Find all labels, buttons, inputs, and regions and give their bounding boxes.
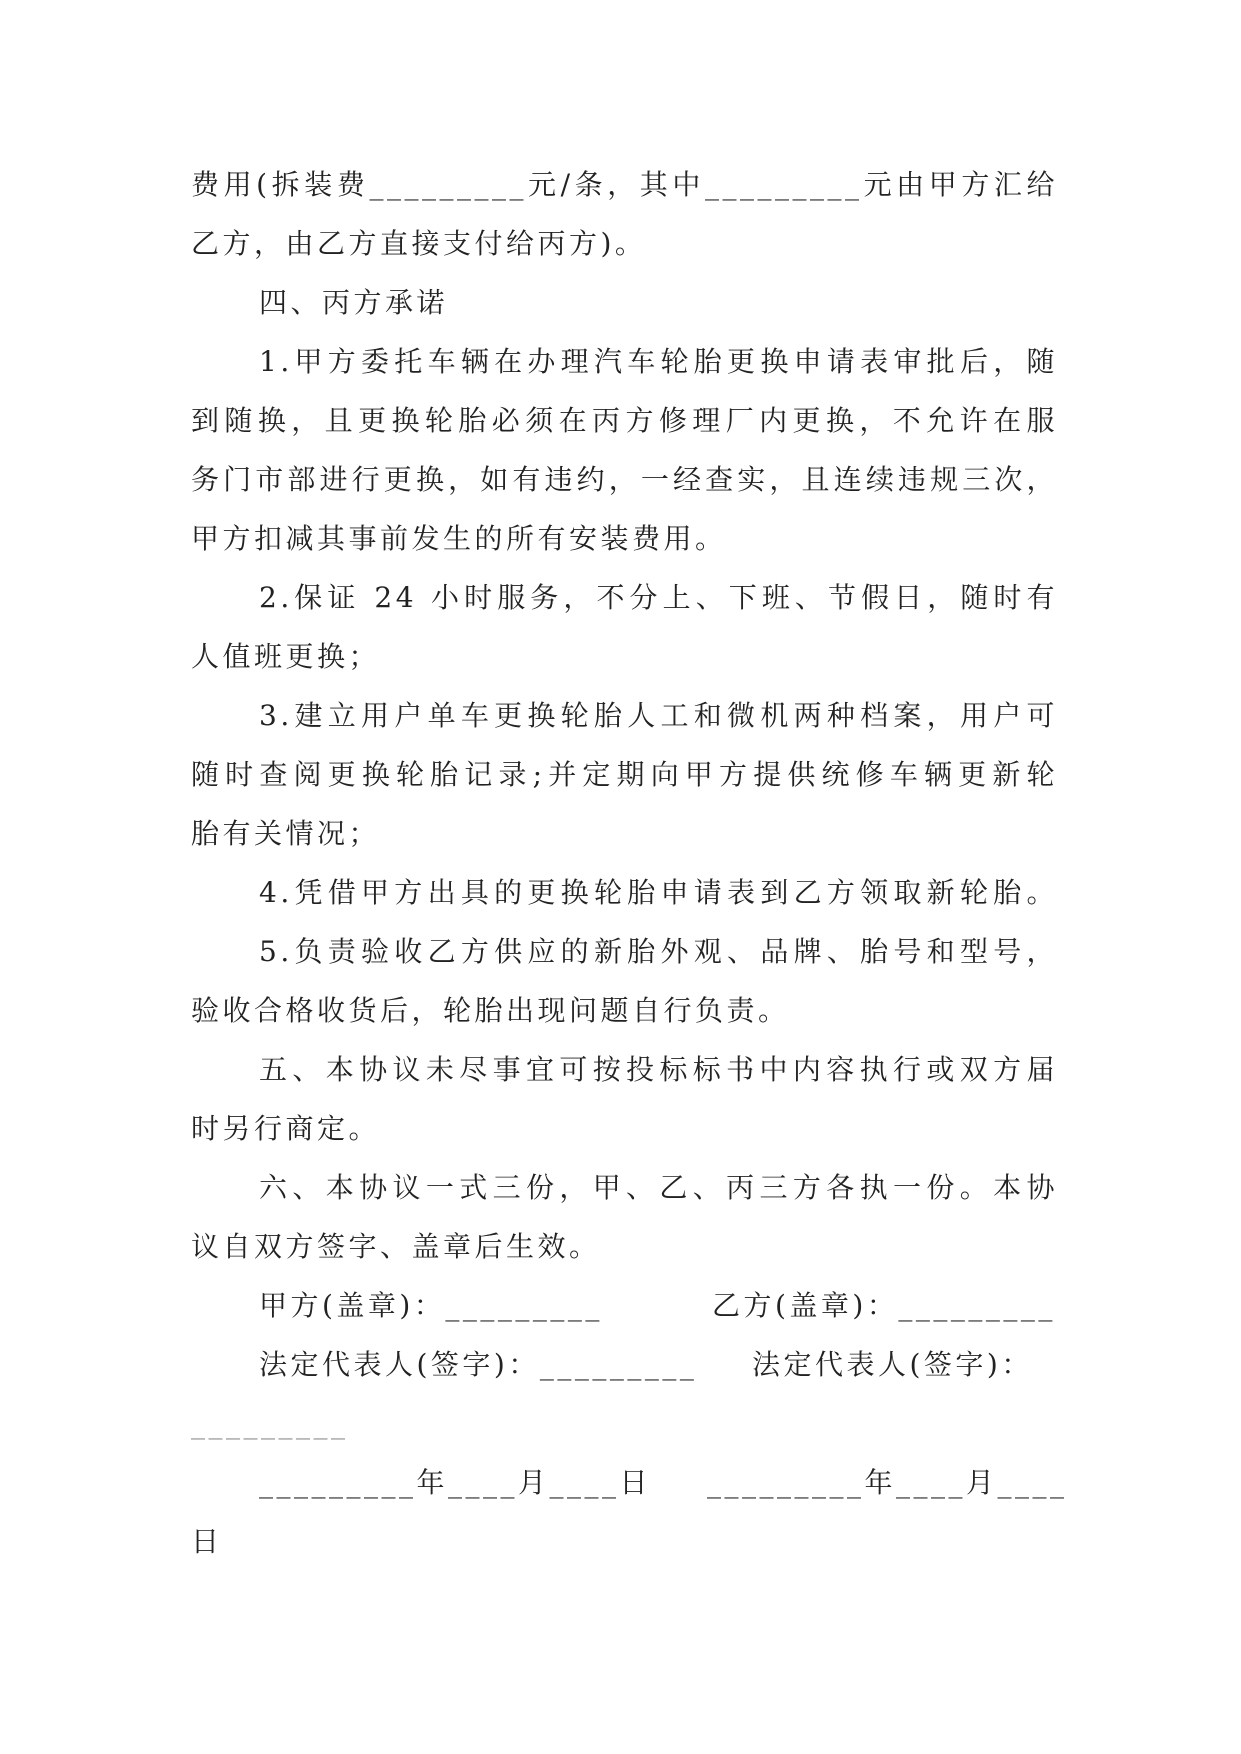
section-heading: 四、丙方承诺 [259, 286, 449, 319]
party-a-representative-field: 法定代表人(签字)：_________ [259, 1348, 698, 1381]
party-b-seal-field: 乙方(盖章)：_________ [712, 1289, 1056, 1322]
paragraph-line: 4.凭借甲方出具的更换轮胎申请表到乙方领取新轮胎。 [259, 876, 1058, 909]
paragraph-line: 胎有关情况； [191, 817, 381, 850]
paragraph-line: 务门市部进行更换，如有违约，一经查实，且连续违规三次， [191, 463, 1058, 496]
paragraph-line: 5.负责验收乙方供应的新胎外观、品牌、胎号和型号， [259, 935, 1058, 968]
paragraph-line: 随时查阅更换轮胎记录;并定期向甲方提供统修车辆更新轮 [191, 758, 1058, 791]
paragraph-line: 人值班更换； [191, 640, 381, 673]
section-heading: 五、本协议未尽事宜可按投标标书中内容执行或双方届 [259, 1053, 1058, 1086]
paragraph-line: 费用(拆装费_________元/条，其中_________元由甲方汇给 [191, 168, 1058, 201]
party-b-representative-label: 法定代表人(签字)： [752, 1348, 1033, 1381]
section-heading: 六、本协议一式三份，甲、乙、丙三方各执一份。本协 [259, 1171, 1058, 1204]
signature-seal-row [191, 1276, 1058, 1335]
paragraph-line: 议自双方签字、盖章后生效。 [191, 1230, 601, 1263]
party-a-date-field: _________年____月____日 [259, 1466, 652, 1499]
paragraph-line: 2.保证 24 小时服务，不分上、下班、节假日，随时有 [259, 581, 1058, 614]
party-b-representative-blank: _________ [191, 1407, 349, 1440]
party-b-date-field: _________年____月____ [707, 1466, 1068, 1499]
signature-date-row [191, 1453, 1068, 1512]
paragraph-line: 时另行商定。 [191, 1112, 381, 1145]
paragraph-line: 乙方，由乙方直接支付给丙方)。 [191, 227, 647, 260]
paragraph-line: 甲方扣减其事前发生的所有安装费用。 [191, 522, 727, 555]
agreement-body [191, 155, 1068, 1571]
party-b-date-day: 日 [191, 1525, 223, 1558]
paragraph-line: 3.建立用户单车更换轮胎人工和微机两种档案，用户可 [259, 699, 1058, 732]
paragraph-line: 到随换，且更换轮胎必须在丙方修理厂内更换，不允许在服 [191, 404, 1058, 437]
party-a-seal-field: 甲方(盖章)：_________ [259, 1289, 603, 1322]
signature-representative-row [191, 1335, 1058, 1394]
paragraph-line: 验收合格收货后，轮胎出现问题自行负责。 [191, 994, 790, 1027]
paragraph-line: 1.甲方委托车辆在办理汽车轮胎更换申请表审批后，随 [259, 345, 1058, 378]
